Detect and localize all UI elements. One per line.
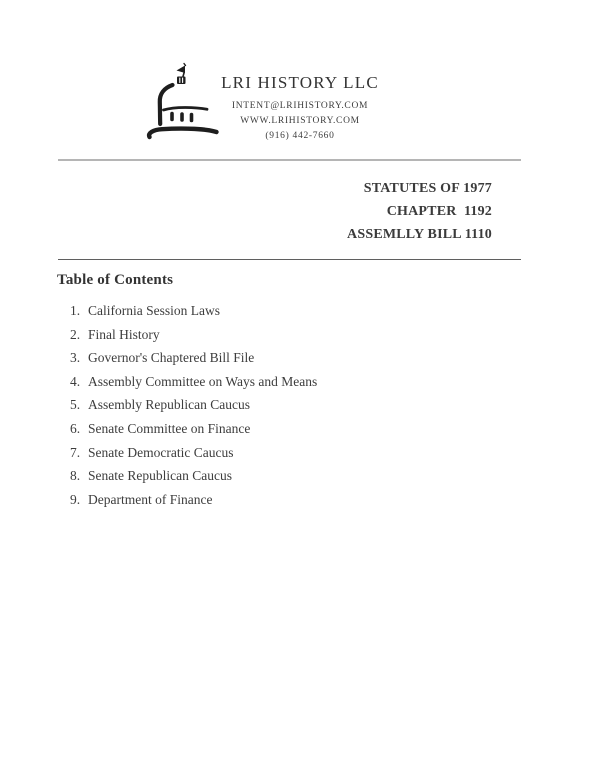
toc-item-number: 1.	[70, 303, 81, 318]
toc-item	[70, 421, 317, 445]
toc-list	[70, 303, 317, 515]
toc-item	[70, 397, 317, 421]
toc-title: Table of Contents	[57, 272, 174, 288]
contact-block	[0, 99, 600, 144]
contact-phone: (916) 442-7660	[265, 131, 335, 141]
toc-item	[70, 350, 317, 374]
header-divider-rule	[58, 159, 521, 161]
company-name: LRI HISTORY LLC	[221, 73, 379, 92]
contact-website: WWW.LRIHISTORY.COM	[240, 116, 360, 126]
toc-item	[70, 492, 317, 516]
toc-item-number: 3.	[70, 350, 81, 366]
contact-email: INTENT@LRIHISTORY.COM	[231, 101, 369, 111]
statute-line-chapter: CHAPTER 1192	[386, 204, 492, 219]
toc-item-number: 4.	[70, 373, 81, 389]
statute-line-year: STATUTES OF 1977	[363, 181, 492, 196]
toc-item-label: Senate Committee on Finance	[88, 420, 251, 436]
toc-item-label: Department of Finance	[88, 491, 213, 507]
toc-item-label: Senate Democratic Caucus	[88, 444, 234, 460]
letterhead	[0, 72, 600, 144]
toc-item-label: Governor's Chaptered Bill File	[88, 350, 255, 366]
toc-item-label: Final History	[88, 326, 160, 342]
toc-item	[70, 374, 317, 398]
toc-item-number: 8.	[70, 468, 81, 484]
toc-item	[70, 303, 317, 327]
toc-item-number: 7.	[70, 444, 81, 460]
toc-item-number: 6.	[70, 420, 81, 436]
toc-item-number: 9.	[70, 491, 81, 507]
statute-reference	[0, 177, 492, 246]
toc-item	[70, 468, 317, 492]
toc-item-label: Assembly Republican Caucus	[88, 397, 250, 413]
statute-divider-rule	[58, 259, 521, 260]
toc-item-label: Senate Republican Caucus	[88, 468, 232, 484]
toc-item-label: California Session Laws	[88, 303, 220, 318]
toc-item	[70, 327, 317, 351]
toc-item	[70, 445, 317, 469]
statute-line-bill: ASSEMLLY BILL 1110	[347, 227, 492, 242]
toc-item-number: 5.	[70, 397, 81, 413]
toc-item-number: 2.	[70, 326, 81, 342]
toc-item-label: Assembly Committee on Ways and Means	[88, 373, 318, 389]
